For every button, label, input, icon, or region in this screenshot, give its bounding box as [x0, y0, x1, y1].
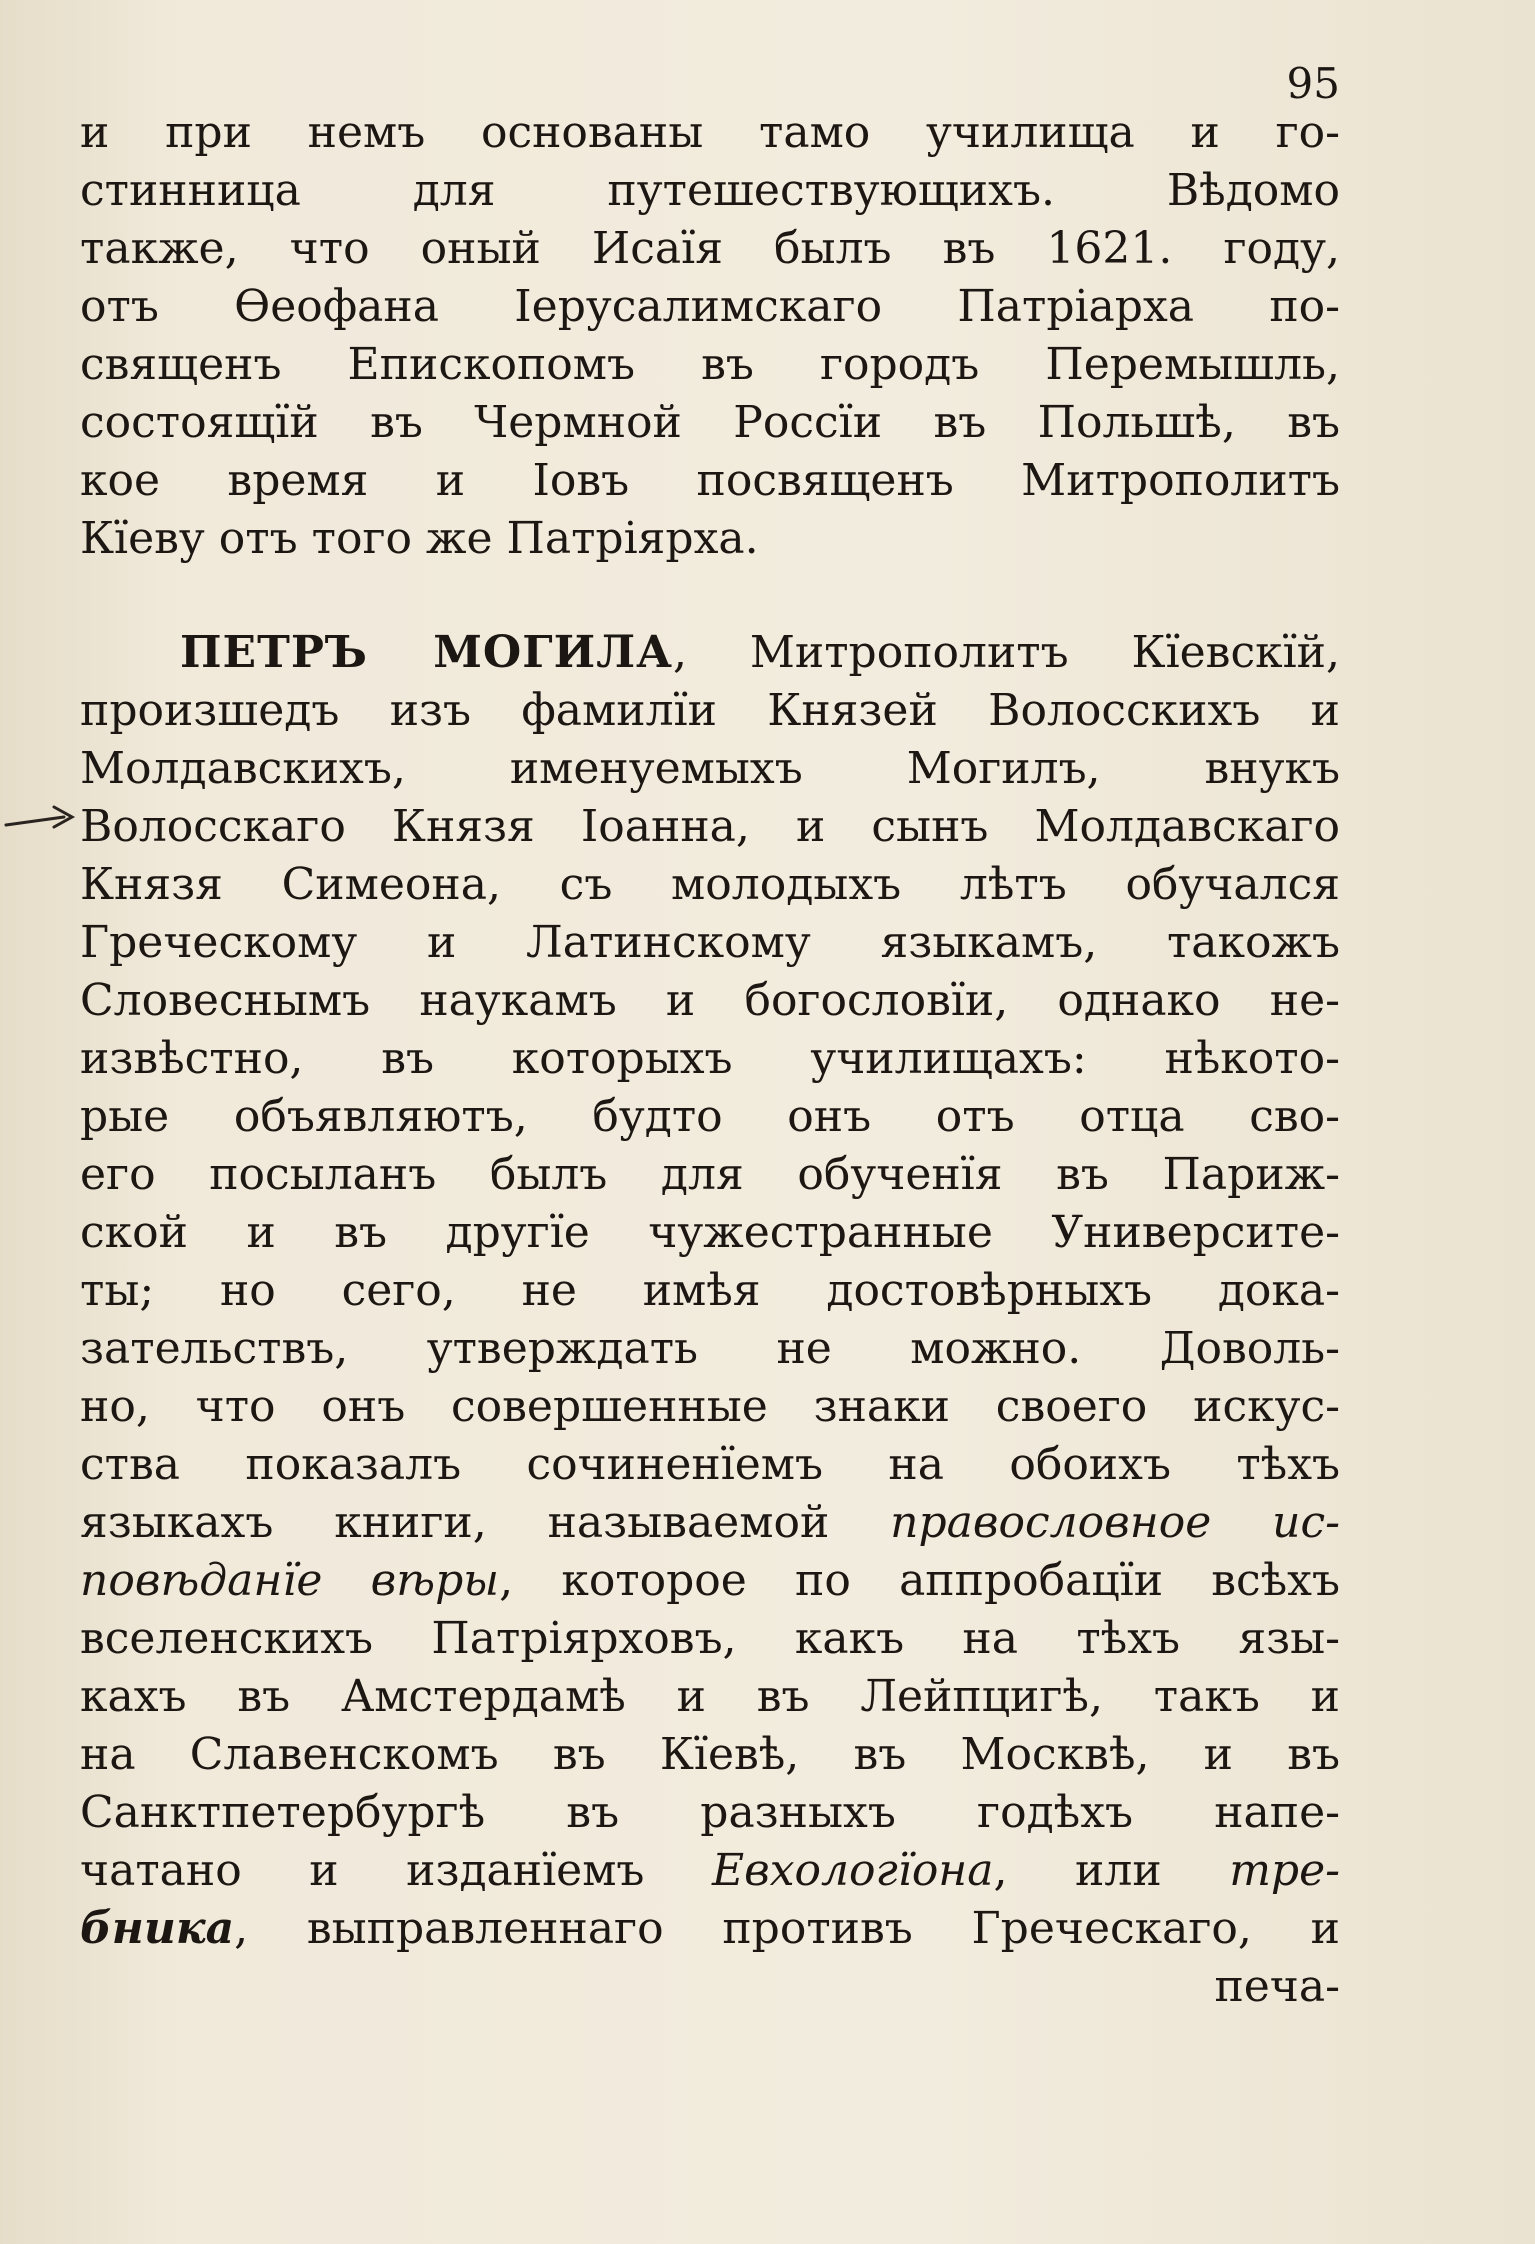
text-line: Санктпетербургѣ въ разныхъ годѣхъ напе-	[80, 1787, 1340, 1838]
text-line: кахъ въ Амстердамѣ и въ Лейпцигѣ, такъ и	[80, 1671, 1340, 1722]
text-line: состоящїй въ Чермной Россїи въ Польшѣ, въ	[80, 397, 1340, 448]
text-line: зательствъ, утверждать не можно. Доволь-	[80, 1323, 1340, 1374]
book-title: бника	[80, 1903, 235, 1954]
text-line: вселенскихъ Патріярховъ, какъ на тѣхъ язы-	[80, 1613, 1340, 1664]
text-line	[180, 624, 1340, 682]
text-line: стинница для путешествующихъ. Вѣдомо	[80, 165, 1340, 216]
book-title: Евхологїона	[711, 1845, 994, 1896]
text-line: свящeнъ Епископомъ въ городъ Перемышль,	[80, 339, 1340, 390]
text-line: отъ Ѳеофана Іерусалимскаго Патріарха по-	[80, 281, 1340, 332]
text-line	[80, 1842, 1340, 1900]
text-line: также, что оный Исаїя былъ въ 1621. году,	[80, 223, 1340, 274]
margin-arrow-icon	[4, 795, 84, 835]
text-line: Волосскаго Князя Іоанна, и сынъ Молдавскаго	[80, 801, 1340, 852]
text-line: ства показалъ сочиненїемъ на обоихъ тѣхъ	[80, 1439, 1340, 1490]
text-line: и при немъ основаны тамо училища и го-	[80, 107, 1340, 158]
text-run: , или	[993, 1845, 1230, 1896]
text-run: чатано и изданїемъ	[80, 1845, 712, 1896]
text-line: извѣстно, въ которыхъ училищахъ: нѣкото-	[80, 1033, 1340, 1084]
lead-rest: , Митрополитъ Кїевскїй,	[672, 627, 1340, 678]
text-line	[80, 1494, 1340, 1552]
text-line: кое время и Іовъ посвященъ Митрополитъ	[80, 455, 1340, 506]
text-line: Кїеву отъ того же Патріярха.	[80, 513, 759, 564]
text-line: Греческому и Латинскому языкамъ, такожъ	[80, 917, 1340, 968]
text-line	[80, 1552, 1340, 1610]
text-line: Словеснымъ наукамъ и богословїи, однако не-	[80, 975, 1340, 1026]
text-line: Князя Симеона, съ молодыхъ лѣтъ обучался	[80, 859, 1340, 910]
text-run: языкахъ книги, называемой	[80, 1497, 891, 1548]
text-line: Молдавскихъ, именуемыхъ Могилъ, внукъ	[80, 743, 1340, 794]
catchword: печа-	[1214, 1961, 1340, 2012]
text-line: рые объявляютъ, будто онъ отъ отца сво-	[80, 1091, 1340, 1142]
page-number: 95	[1286, 59, 1340, 108]
book-title: тре-	[1229, 1845, 1340, 1896]
text-line: ты; но сего, не имѣя достовѣрныхъ дока-	[80, 1265, 1340, 1316]
text-line: произшедъ изъ фамилїи Князей Волосскихъ и	[80, 685, 1340, 736]
text-line: ской и въ другїе чужестранные Университе-	[80, 1207, 1340, 1258]
text-line: его посыланъ былъ для обученїя въ Париж-	[80, 1149, 1340, 1200]
text-run: , выправленнаго противъ Греческаго, и	[234, 1903, 1340, 1954]
text-line: на Славенскомъ въ Кїевѣ, въ Москвѣ, и въ	[80, 1729, 1340, 1780]
book-title: правословное ис-	[890, 1497, 1340, 1548]
lead-name: ПЕТРЪ МОГИЛА	[180, 627, 673, 678]
text-run: , которое по аппробацїи всѣхъ	[499, 1555, 1340, 1606]
text-line: но, что онъ совершенные знаки своего искус-	[80, 1381, 1340, 1432]
book-title: повѣданїе вѣры	[80, 1555, 500, 1606]
text-line	[80, 1900, 1340, 1958]
